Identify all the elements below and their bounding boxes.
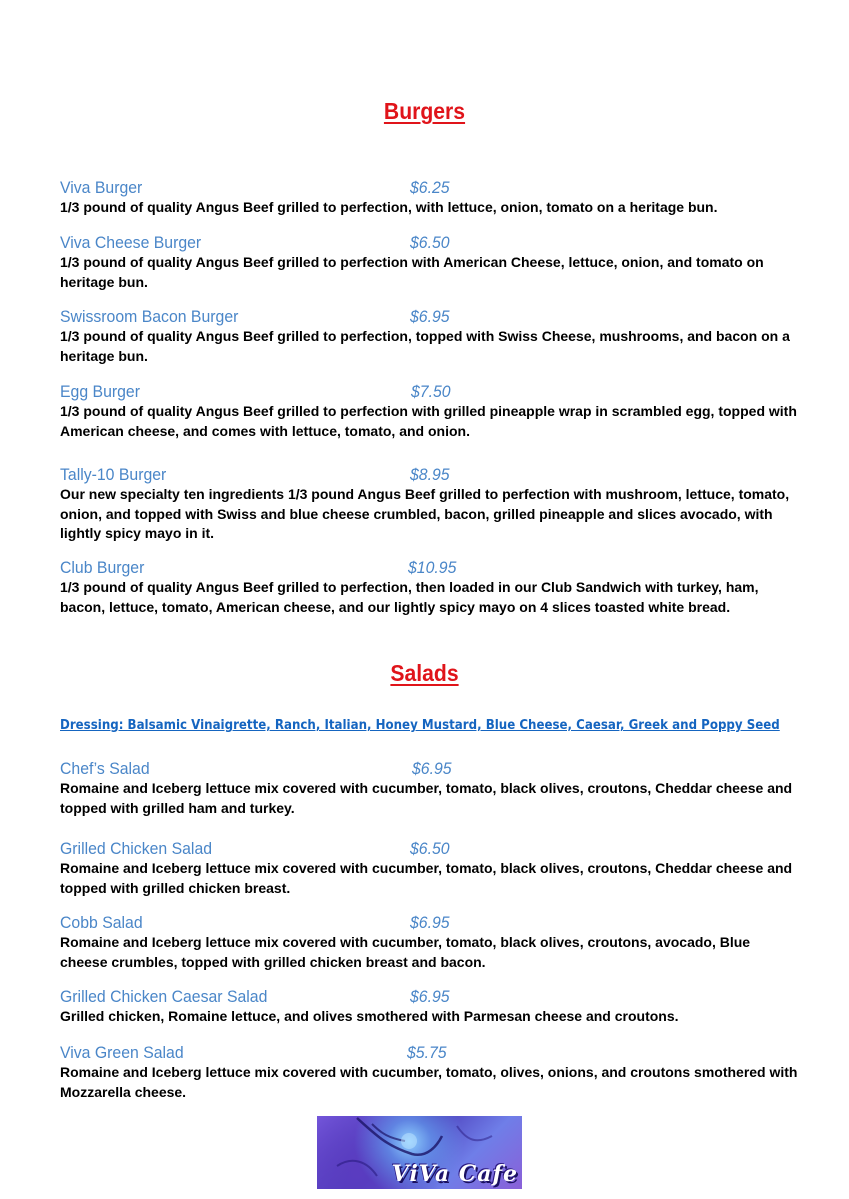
item-name: Grilled Chicken Caesar Salad	[60, 987, 268, 1006]
item-price: $8.95	[410, 465, 450, 484]
item-description: Grilled chicken, Romaine lettuce, and olives smothered with Parmesan cheese and croutons.	[60, 1008, 679, 1024]
item-description: Romaine and Iceberg lettuce mix covered with cucumber, tomato, black olives, croutons, avocado, Blue cheese crumbles, topped with grilled chicken breast and bacon.	[60, 934, 751, 970]
item-price: $10.95	[408, 558, 457, 577]
item-price: $6.50	[410, 839, 450, 858]
item-name: Grilled Chicken Salad	[60, 839, 213, 858]
item-description: 1/3 pound of quality Angus Beef grilled to perfection with grilled pineapple wrap in scrambled egg, topped with American cheese, and comes with lettuce, tomato, and onion.	[60, 403, 797, 439]
viva-cafe-logo	[317, 1116, 522, 1189]
item-description: Romaine and Iceberg lettuce mix covered with cucumber, tomato, olives, onions, and croutons smothered with Mozzarella cheese.	[60, 1064, 798, 1100]
item-description: 1/3 pound of quality Angus Beef grilled to perfection, then loaded in our Club Sandwich with turkey, ham, bacon, lettuce, tomato, American cheese, and our lightly spicy mayo on 4 slices toasted white bread.	[60, 579, 759, 615]
item-price: $7.50	[411, 382, 451, 401]
item-description: Romaine and Iceberg lettuce mix covered with cucumber, tomato, black olives, croutons, Cheddar cheese and topped with grilled chicken breast.	[60, 860, 793, 896]
item-price: $6.50	[410, 233, 450, 252]
item-name: Egg Burger	[60, 382, 140, 401]
item-description: Our new specialty ten ingredients 1/3 pound Angus Beef grilled to perfection with mushroom, lettuce, tomato, onion, and topped with Swiss and blue cheese crumbled, bacon, grilled pineapple and slices avocado, with lightly spicy mayo in it.	[60, 486, 790, 541]
item-name: Viva Cheese Burger	[60, 233, 202, 252]
item-name: Chef’s Salad	[60, 759, 150, 778]
logo-text: ViVa Cafe	[391, 1161, 518, 1187]
item-description: Romaine and Iceberg lettuce mix covered with cucumber, tomato, black olives, croutons, Cheddar cheese and topped with grilled ham and turkey.	[60, 780, 793, 816]
item-name: Viva Burger	[60, 178, 143, 197]
item-name: Cobb Salad	[60, 913, 143, 932]
burgers-heading: Burgers	[383, 98, 466, 124]
item-price: $6.95	[410, 307, 450, 326]
item-name: Club Burger	[60, 558, 145, 577]
item-description: 1/3 pound of quality Angus Beef grilled to perfection, with lettuce, onion, tomato on a heritage bun.	[60, 199, 718, 215]
item-description: 1/3 pound of quality Angus Beef grilled to perfection, topped with Swiss Cheese, mushrooms, and bacon on a heritage bun.	[60, 328, 790, 364]
item-description: 1/3 pound of quality Angus Beef grilled to perfection with American Cheese, lettuce, onion, and tomato on heritage bun.	[60, 254, 764, 290]
item-price: $6.25	[410, 178, 450, 197]
item-name: Viva Green Salad	[60, 1043, 184, 1062]
salads-heading: Salads	[390, 660, 459, 686]
item-price: $5.75	[407, 1043, 447, 1062]
dressing-options: Dressing: Balsamic Vinaigrette, Ranch, Italian, Honey Mustard, Blue Cheese, Caesar, Greek and Poppy Seed	[60, 718, 780, 733]
item-name: Tally-10 Burger	[60, 465, 167, 484]
item-price: $6.95	[410, 913, 450, 932]
item-price: $6.95	[410, 987, 450, 1006]
item-price: $6.95	[412, 759, 452, 778]
item-name: Swissroom Bacon Burger	[60, 307, 239, 326]
